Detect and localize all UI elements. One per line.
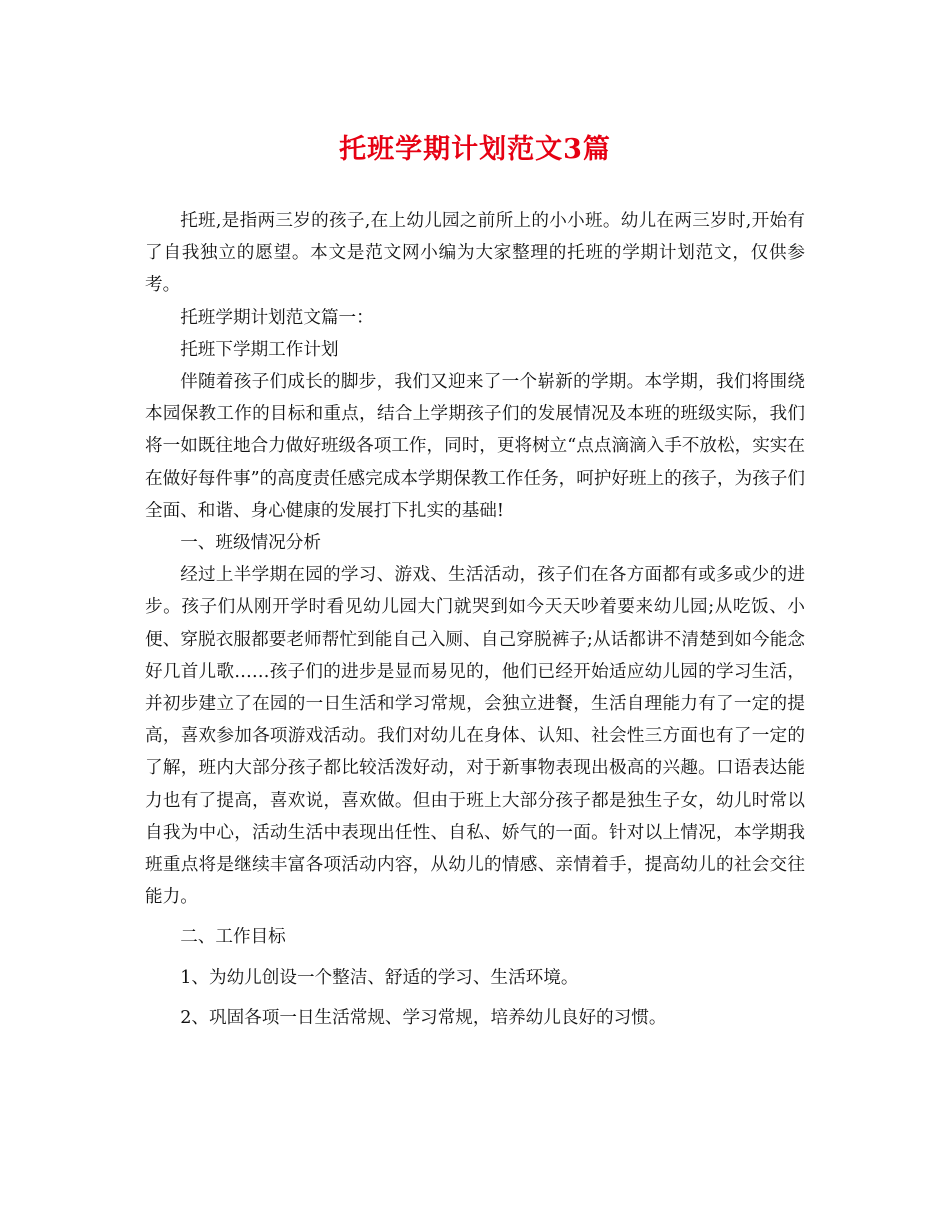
plan-heading: 托班下学期工作计划 [180, 339, 339, 360]
goal-item-2: 2、巩固各项一日生活常规、学习常规，培养幼儿良好的习惯。 [180, 1007, 667, 1028]
document-body [145, 205, 805, 1034]
document-title: 托班学期计划范文3篇 [339, 134, 611, 165]
section-heading-class-analysis: 一、班级情况分析 [180, 533, 321, 554]
section-heading-work-goals: 二、工作目标 [180, 927, 286, 948]
class-analysis-paragraph: 经过上半学期在园的学习、游戏、生活活动，孩子们在各方面都有或多或少的进步。孩子们从刚开学时看见幼儿园大门就哭到如今天天吵着要来幼儿园;从吃饭、小便、穿脱衣服都要老师帮忙到能自己入厕、自己穿脱裤子;从话都讲不清楚到如今能念好几首儿歌……孩子们的进步是显而易见的，他们已经开始适应幼儿园的学习生活，并初步建立了在园的一日生活和学习常规，会独立进餐，生活自理能力有了一定的提高，喜欢参加各项游戏活动。我们对幼儿在身体、认知、社会性三方面也有了一定的了解，班内大部分孩子都比较活泼好动，对于新事物表现出极高的兴趣。口语表达能力也有了提高，喜欢说，喜欢做。但由于班上大部分孩子都是独生子女，幼儿时常以自我为中心，活动生活中表现出任性、自私、娇气的一面。针对以上情况，本学期我班重点将是继续丰富各项活动内容，从幼儿的情感、亲情着手，提高幼儿的社会交往能力。 [145, 565, 805, 908]
goal-item-1: 1、为幼儿创设一个整洁、舒适的学习、生活环境。 [180, 967, 579, 988]
intro-paragraph: 托班,是指两三岁的孩子,在上幼儿园之前所上的小小班。幼儿在两三岁时,开始有了自我独立的愿望。本文是范文网小编为大家整理的托班的学期计划范文，仅供参考。 [145, 211, 805, 296]
section-heading-sample-one: 托班学期计划范文篇一： [180, 307, 374, 328]
opening-paragraph: 伴随着孩子们成长的脚步，我们又迎来了一个崭新的学期。本学期，我们将围绕本园保教工作的目标和重点，结合上学期孩子们的发展情况及本班的班级实际，我们将一如既往地合力做好班级各项工作，同时，更将树立“点点滴滴入手不放松，实实在在做好每件事”的高度责任感完成本学期保教工作任务，呵护好班上的孩子，为孩子们全面、和谐、身心健康的发展打下扎实的基础! [145, 372, 805, 521]
